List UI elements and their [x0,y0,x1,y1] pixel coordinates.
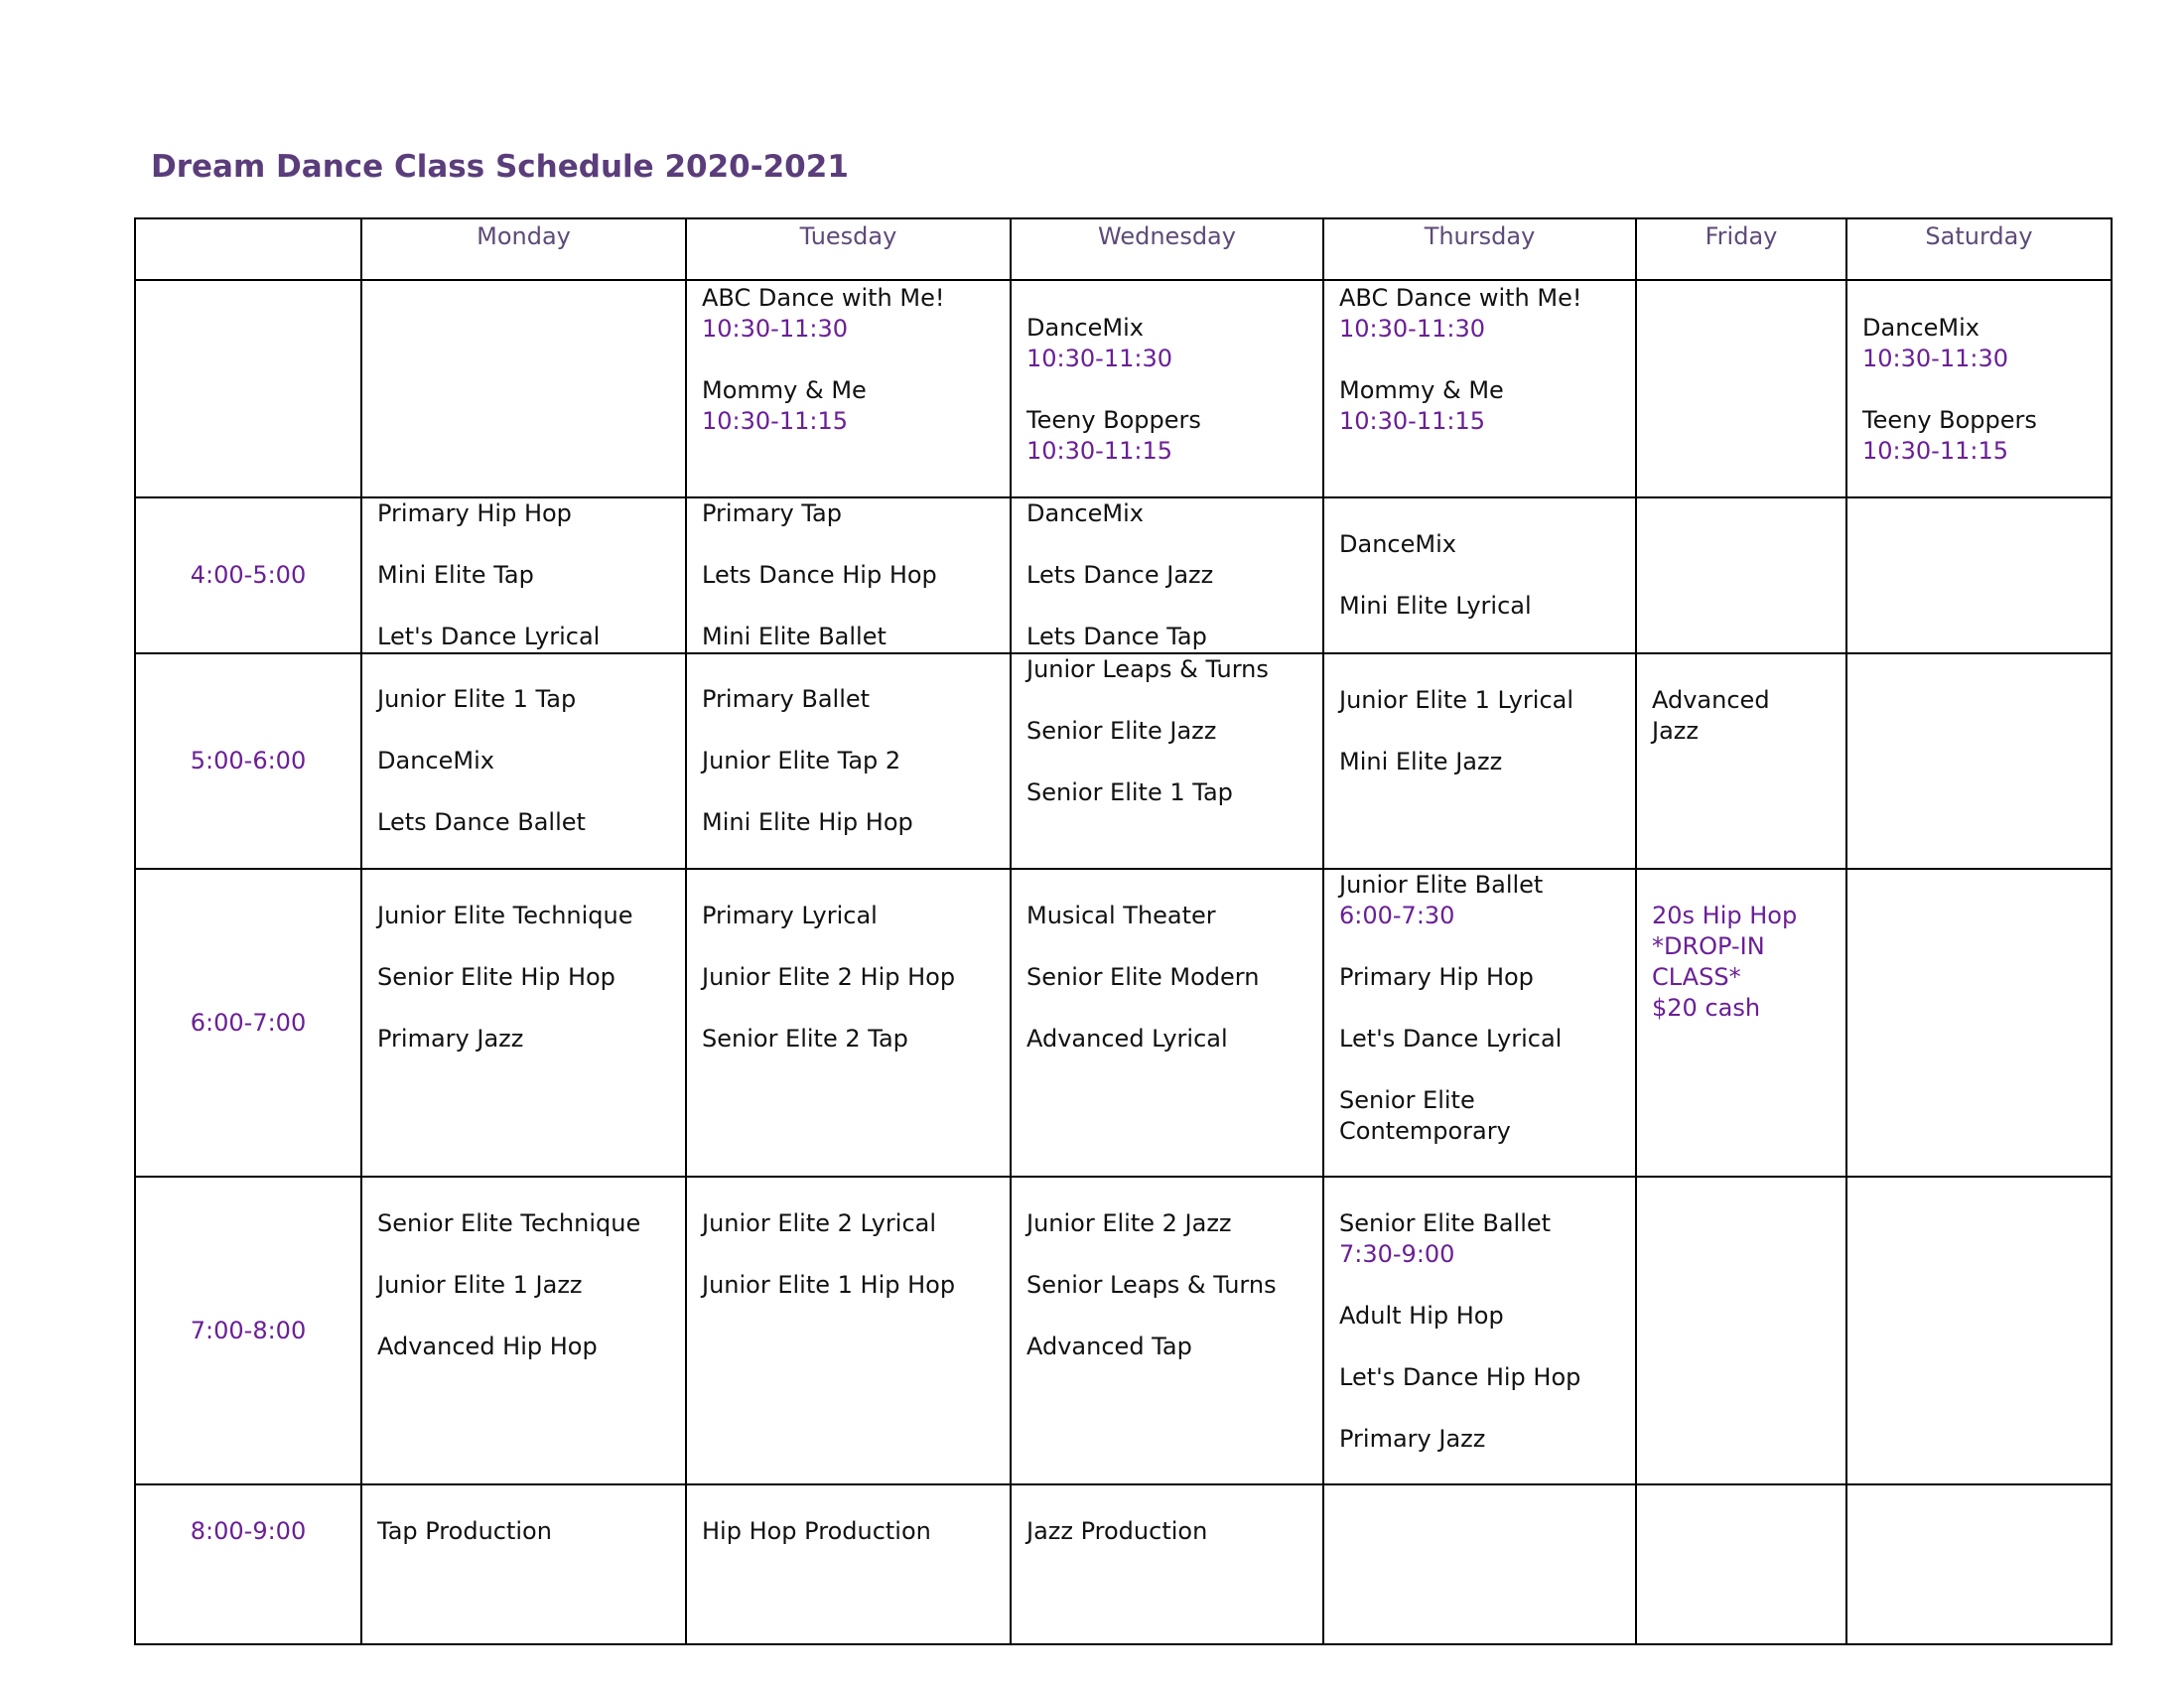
cell-8-tuesday [686,1484,1011,1644]
cell-morning-thursday [1323,280,1636,497]
class-name: Primary Hip Hop [377,499,572,527]
cell-8-friday [1636,1484,1846,1644]
cell-4-monday [361,497,686,653]
class-name: Mommy & Me [1339,376,1504,404]
class-time: 10:30-11:30 [702,315,848,343]
class-name: Senior Elite Technique [377,1209,641,1237]
cell-7-friday [1636,1177,1846,1484]
class-name: Mini Elite Hip Hop [702,808,913,836]
schedule-table [134,217,2113,1645]
class-name: Primary Ballet [702,685,871,713]
cell-8-wednesday [1011,1484,1323,1644]
class-name: Teeny Boppers [1026,406,1201,434]
table-row-8-00 [135,1484,2112,1644]
class-note: CLASS* [1652,963,1741,991]
class-name: Junior Elite 2 Hip Hop [702,963,956,991]
class-name: Junior Elite 2 Lyrical [702,1209,937,1237]
class-time: 10:30-11:15 [702,407,848,435]
class-price: $20 cash [1652,994,1761,1022]
class-name: Senior Elite 1 Tap [1026,778,1233,806]
cell-5-tuesday [686,653,1011,869]
class-name: Let's Dance Lyrical [377,623,601,650]
class-name: Let's Dance Hip Hop [1339,1363,1581,1391]
cell-morning-monday [361,280,686,497]
day-header-monday: Monday [361,218,686,280]
class-name: Senior Elite Ballet [1339,1209,1552,1237]
cell-4-tuesday [686,497,1011,653]
cell-6-wednesday [1011,869,1323,1177]
cell-6-monday [361,869,686,1177]
cell-6-thursday [1323,869,1636,1177]
class-name: Junior Elite Tap 2 [702,747,901,774]
day-header-wednesday: Wednesday [1011,218,1323,280]
class-name: Junior Elite 1 Jazz [377,1271,583,1299]
class-name: Senior Leaps & Turns [1026,1271,1277,1299]
class-name: Junior Elite Technique [377,902,633,929]
cell-8-monday [361,1484,686,1644]
cell-morning-tuesday [686,280,1011,497]
time-cell: 7:00-8:00 [135,1177,361,1484]
cell-7-wednesday [1011,1177,1323,1484]
cell-5-thursday [1323,653,1636,869]
class-name: Junior Elite 1 Lyrical [1339,686,1574,714]
class-time: 10:30-11:30 [1862,345,2008,372]
cell-6-saturday [1846,869,2112,1177]
table-row-4-00 [135,497,2112,653]
class-name: Musical Theater [1026,902,1216,929]
class-name: ABC Dance with Me! [702,284,945,312]
cell-7-tuesday [686,1177,1011,1484]
class-name: Junior Leaps & Turns [1026,655,1269,683]
class-name: Hip Hop Production [702,1517,931,1545]
cell-5-friday [1636,653,1846,869]
cell-morning-friday [1636,280,1846,497]
cell-5-saturday [1846,653,2112,869]
class-name: Mini Elite Tap [377,561,534,589]
cell-morning-saturday [1846,280,2112,497]
class-name: Lets Dance Jazz [1026,561,1214,589]
time-cell: 6:00-7:00 [135,869,361,1177]
table-row-morning [135,280,2112,497]
class-name: Junior Elite 2 Jazz [1026,1209,1232,1237]
class-name: DanceMix [377,747,494,774]
class-name: Senior Elite Modern [1026,963,1260,991]
class-time: 10:30-11:15 [1862,437,2008,465]
class-name: Senior Elite 2 Tap [702,1025,908,1053]
day-header-friday: Friday [1636,218,1846,280]
class-name: Senior Elite [1339,1086,1475,1114]
class-name: Junior Elite 1 Tap [377,685,577,713]
class-name: Mini Elite Jazz [1339,748,1503,775]
class-name: Lets Dance Hip Hop [702,561,937,589]
class-time: 10:30-11:30 [1339,315,1485,343]
class-name: ABC Dance with Me! [1339,284,1582,312]
class-name: Primary Hip Hop [1339,963,1534,991]
table-row-5-00 [135,653,2112,869]
cell-5-monday [361,653,686,869]
class-time: 10:30-11:15 [1026,437,1172,465]
class-name: Lets Dance Ballet [377,808,586,836]
class-name: Tap Production [377,1517,552,1545]
class-name: Mini Elite Lyrical [1339,592,1532,620]
corner-cell [135,218,361,280]
class-name: Advanced [1652,686,1770,714]
cell-morning-wednesday [1011,280,1323,497]
day-header-thursday: Thursday [1323,218,1636,280]
cell-4-wednesday [1011,497,1323,653]
cell-8-saturday [1846,1484,2112,1644]
class-name: Primary Lyrical [702,902,878,929]
class-name: Senior Elite Hip Hop [377,963,615,991]
class-name: Advanced Hip Hop [377,1333,598,1360]
day-header-tuesday: Tuesday [686,218,1011,280]
cell-7-saturday [1846,1177,2112,1484]
class-name: Jazz [1652,717,1699,745]
time-cell: 5:00-6:00 [135,653,361,869]
cell-5-wednesday [1011,653,1323,869]
class-name: 20s Hip Hop [1652,902,1798,929]
cell-4-saturday [1846,497,2112,653]
class-note: *DROP-IN [1652,932,1765,960]
time-cell-morning [135,280,361,497]
class-name: Primary Jazz [1339,1425,1486,1453]
class-name: Junior Elite Ballet [1339,871,1544,899]
class-time: 6:00-7:30 [1339,902,1455,929]
class-name: DanceMix [1339,530,1456,558]
cell-6-friday [1636,869,1846,1177]
class-name: Primary Jazz [377,1025,524,1053]
class-name: Senior Elite Jazz [1026,717,1217,745]
class-time: 10:30-11:30 [1026,345,1172,372]
class-name: Advanced Tap [1026,1333,1192,1360]
class-name: Advanced Lyrical [1026,1025,1228,1053]
class-name: DanceMix [1026,499,1144,527]
cell-4-thursday [1323,497,1636,653]
page-title: Dream Dance Class Schedule 2020-2021 [151,149,849,185]
table-row-6-00 [135,869,2112,1177]
class-name: Adult Hip Hop [1339,1302,1504,1330]
header-row [135,218,2112,280]
table-row-7-00 [135,1177,2112,1484]
day-header-saturday: Saturday [1846,218,2112,280]
class-name: Lets Dance Tap [1026,623,1207,650]
class-name: Contemporary [1339,1117,1511,1145]
class-name: Teeny Boppers [1862,406,2037,434]
class-name: DanceMix [1026,314,1144,342]
class-time: 7:30-9:00 [1339,1240,1455,1268]
class-name: Junior Elite 1 Hip Hop [702,1271,956,1299]
cell-7-thursday [1323,1177,1636,1484]
cell-4-friday [1636,497,1846,653]
class-name: Jazz Production [1026,1517,1208,1545]
cell-6-tuesday [686,869,1011,1177]
class-name: Let's Dance Lyrical [1339,1025,1563,1053]
class-name: Mommy & Me [702,376,867,404]
class-name: Mini Elite Ballet [702,623,887,650]
class-name: DanceMix [1862,314,1979,342]
class-name: Primary Tap [702,499,842,527]
class-time: 10:30-11:15 [1339,407,1485,435]
time-cell: 4:00-5:00 [135,497,361,653]
cell-7-monday [361,1177,686,1484]
cell-8-thursday [1323,1484,1636,1644]
time-cell: 8:00-9:00 [135,1484,361,1644]
